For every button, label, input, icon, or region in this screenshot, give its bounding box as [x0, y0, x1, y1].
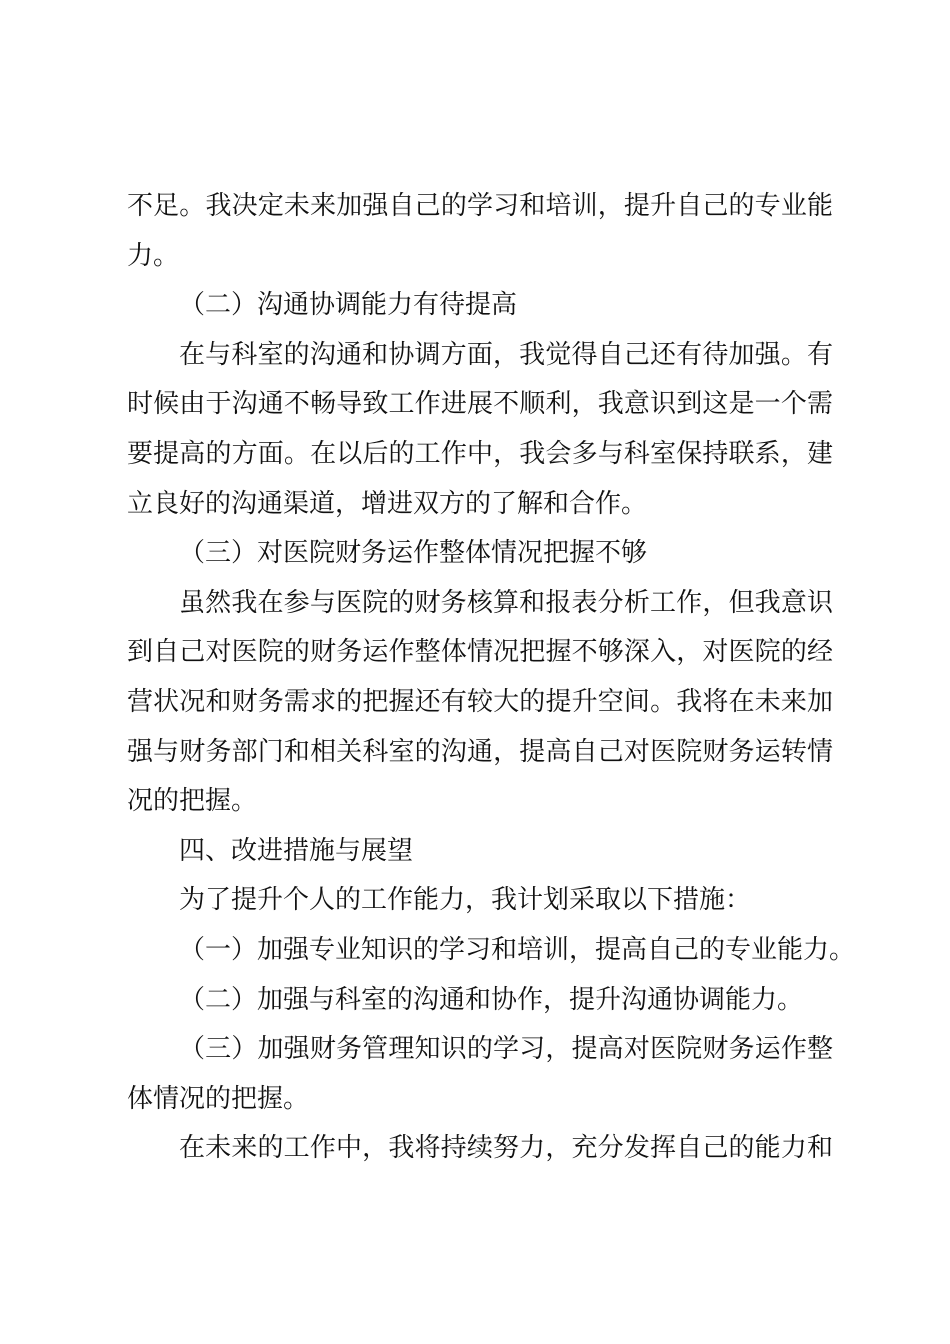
document-body	[127, 182, 856, 1174]
text-line: 不足。我决定未来加强自己的学习和培训，提升自己的专业能	[127, 191, 833, 221]
text-line: （一）加强专业知识的学习和培训，提高自己的专业能力。	[179, 934, 856, 965]
text-line: 营状况和财务需求的把握还有较大的提升空间。我将在未来加	[127, 686, 833, 717]
text-line: （二）沟通协调能力有待提高	[179, 290, 518, 321]
text-line: 在与科室的沟通和协调方面，我觉得自己还有待加强。有	[179, 339, 833, 370]
text-line: 况的把握。	[127, 786, 258, 817]
text-line: 为了提升个人的工作能力，我计划采取以下措施：	[179, 885, 752, 916]
text-line: 四、改进措施与展望	[179, 835, 414, 866]
text-line: （三）对医院财务运作整体情况把握不够	[179, 538, 648, 569]
text-line: 在未来的工作中，我将持续努力，充分发挥自己的能力和	[179, 1133, 833, 1164]
text-line: （三）加强财务管理知识的学习，提高对医院财务运作整	[179, 1034, 833, 1065]
text-line: 立良好的沟通渠道，增进双方的了解和合作。	[127, 488, 648, 519]
text-line: 到自己对医院的财务运作整体情况把握不够深入，对医院的经	[127, 637, 833, 668]
text-line: 时候由于沟通不畅导致工作进展不顺利，我意识到这是一个需	[127, 389, 833, 420]
text-line: 力。	[127, 240, 180, 271]
text-line: 强与财务部门和相关科室的沟通，提高自己对医院财务运转情	[127, 736, 833, 767]
text-line: 要提高的方面。在以后的工作中，我会多与科室保持联系，建	[127, 438, 833, 469]
text-line: 虽然我在参与医院的财务核算和报表分析工作，但我意识	[179, 587, 833, 618]
text-line: （二）加强与科室的沟通和协作，提升沟通协调能力。	[179, 984, 804, 1015]
text-line: 体情况的把握。	[127, 1083, 310, 1114]
